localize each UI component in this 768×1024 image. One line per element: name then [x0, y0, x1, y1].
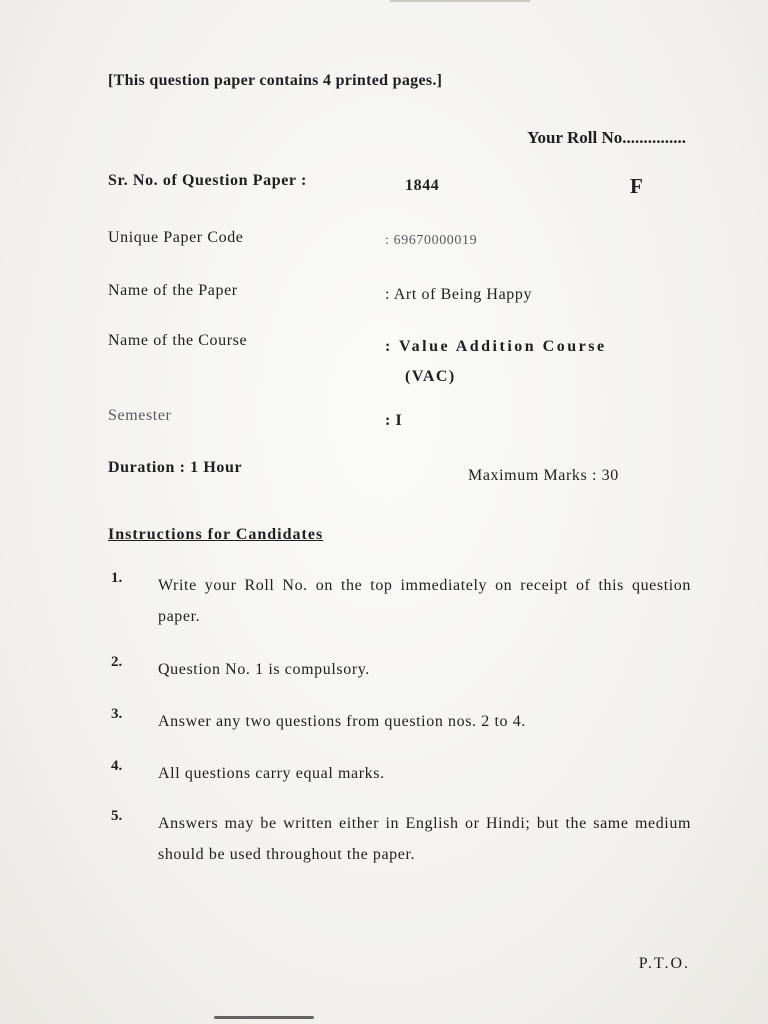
sr-no-value: 1844	[405, 177, 440, 194]
course-name-line2: (VAC)	[405, 368, 456, 385]
semester-value: : I	[385, 412, 403, 429]
instructions-heading: Instructions for Candidates	[108, 526, 324, 543]
paper-name-value: : Art of Being Happy	[385, 286, 533, 303]
roll-number-field: Your Roll No...............	[527, 128, 686, 147]
course-name-label: Name of the Course	[108, 332, 248, 349]
pto-marker: P.T.O.	[638, 955, 690, 972]
ink-smudge	[214, 1016, 314, 1019]
paper-code-label: Unique Paper Code	[108, 229, 244, 246]
instruction-text-5: Answers may be written either in English or Hindi; but the same medium should be used throughout the paper.	[158, 815, 691, 863]
instruction-text-3: Answer any two questions from question nos. 2 to 4.	[158, 713, 526, 730]
page-edge-mark	[390, 0, 530, 2]
course-name-line1: : Value Addition Course	[385, 338, 607, 355]
instruction-text-2: Question No. 1 is compulsory.	[158, 661, 370, 678]
maximum-marks: Maximum Marks : 30	[468, 467, 619, 484]
semester-label: Semester	[108, 407, 172, 424]
instruction-text-4: All questions carry equal marks.	[158, 765, 385, 782]
instruction-number-1: 1.	[111, 570, 123, 586]
paper-name-label: Name of the Paper	[108, 282, 238, 299]
set-letter: F	[630, 174, 643, 198]
duration: Duration : 1 Hour	[108, 459, 243, 476]
pages-note: [This question paper contains 4 printed pages.]	[108, 72, 443, 89]
instruction-number-2: 2.	[111, 654, 123, 670]
instruction-number-3: 3.	[111, 706, 123, 722]
paper-code-value: : 69670000019	[385, 233, 478, 248]
instruction-text-1: Write your Roll No. on the top immediately on receipt of this question paper.	[158, 577, 691, 625]
instruction-number-4: 4.	[111, 758, 123, 774]
instruction-number-5: 5.	[111, 808, 123, 824]
sr-no-label: Sr. No. of Question Paper :	[108, 172, 307, 189]
